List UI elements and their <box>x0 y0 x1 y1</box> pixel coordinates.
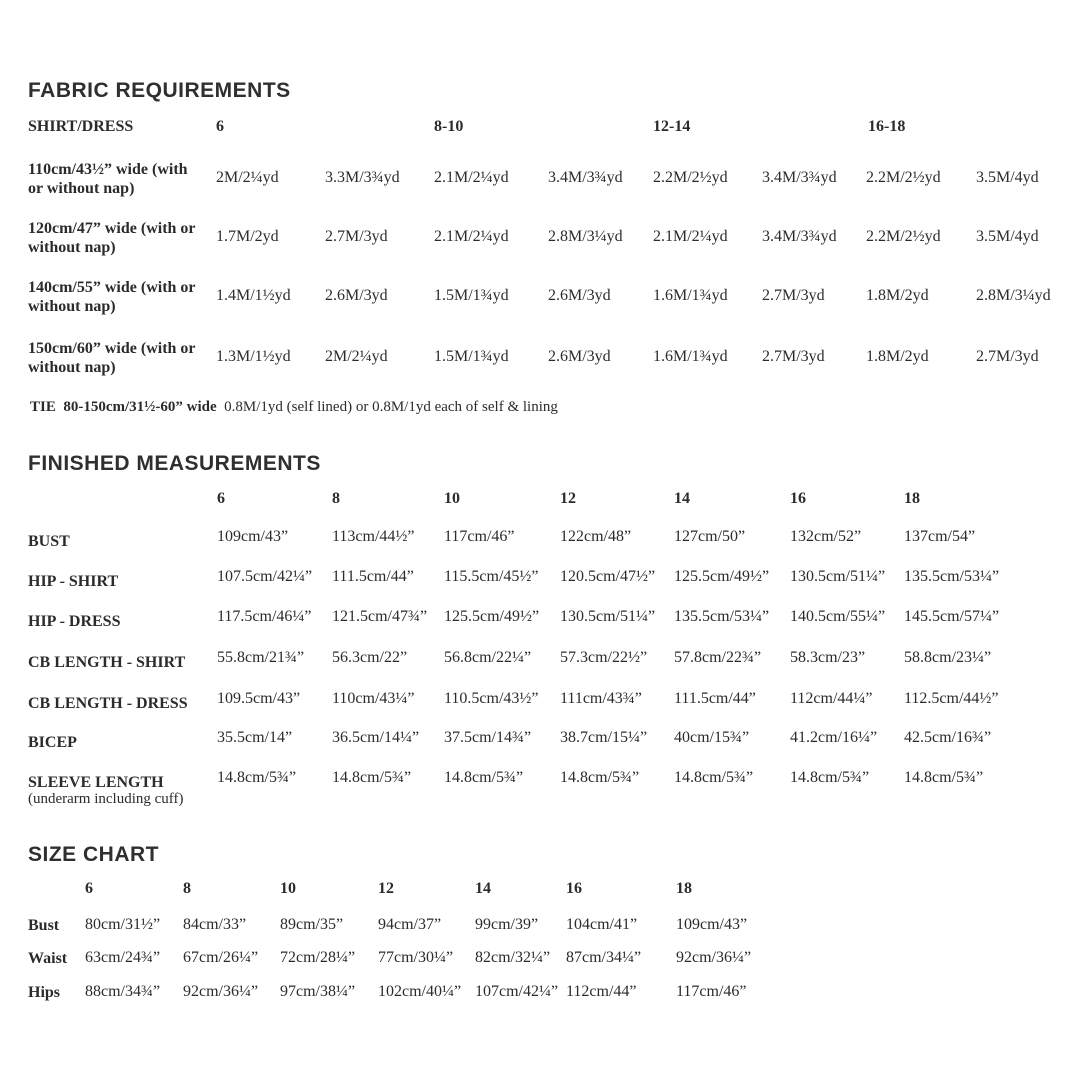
size-chart-cell: 97cm/38¼” <box>280 983 356 1000</box>
fabric-width-label: 120cm/47” wide (with or <box>28 220 196 237</box>
fabric-amount-cell: 3.5M/4yd <box>976 169 1039 186</box>
finished-measurement-cell: 14.8cm/5¾” <box>674 769 754 786</box>
finished-measurement-cell: 112.5cm/44½” <box>904 690 999 707</box>
fabric-amount-cell: 2.6M/3yd <box>548 348 611 365</box>
finished-measurement-cell: 56.3cm/22” <box>332 649 408 666</box>
fabric-header-label: SHIRT/DRESS <box>28 118 134 135</box>
finished-measurement-cell: 112cm/44¼” <box>790 690 873 707</box>
finished-measurement-cell: 125.5cm/49½” <box>444 608 540 625</box>
finished-measurement-cell: 109.5cm/43” <box>217 690 301 707</box>
finished-measurement-cell: 35.5cm/14” <box>217 729 293 746</box>
fabric-amount-cell: 2.7M/3yd <box>762 348 825 365</box>
tie-requirement <box>30 399 558 416</box>
finished-measurement-cell: 57.3cm/22½” <box>560 649 648 666</box>
finished-measurement-label: CB LENGTH - SHIRT <box>28 654 186 671</box>
fabric-amount-cell: 2M/2¼yd <box>325 348 388 365</box>
finished-measurement-cell: 110.5cm/43½” <box>444 690 539 707</box>
size-chart-cell: 102cm/40¼” <box>378 983 462 1000</box>
fabric-amount-cell: 1.6M/1¾yd <box>653 287 728 304</box>
size-chart-cell: 67cm/26¼” <box>183 949 259 966</box>
finished-measurement-cell: 58.8cm/23¼” <box>904 649 992 666</box>
finished-measurement-label: CB LENGTH - DRESS <box>28 695 188 712</box>
finished-measurement-cell: 58.3cm/23” <box>790 649 866 666</box>
size-chart-cell: 112cm/44” <box>566 983 637 1000</box>
size-chart-size-header: 16 <box>566 880 582 897</box>
finished-size-header: 6 <box>217 490 225 507</box>
finished-measurement-cell: 127cm/50” <box>674 528 746 545</box>
finished-measurement-cell: 145.5cm/57¼” <box>904 608 1000 625</box>
finished-measurement-cell: 107.5cm/42¼” <box>217 568 313 585</box>
finished-measurement-sublabel: (underarm including cuff) <box>28 791 184 807</box>
finished-measurement-cell: 130.5cm/51¼” <box>560 608 656 625</box>
finished-measurement-cell: 111.5cm/44” <box>674 690 756 707</box>
size-chart-cell: 109cm/43” <box>676 916 748 933</box>
fabric-amount-cell: 1.3M/1½yd <box>216 348 291 365</box>
finished-size-header: 14 <box>674 490 690 507</box>
size-chart-cell: 77cm/30¼” <box>378 949 454 966</box>
finished-measurement-cell: 14.8cm/5¾” <box>790 769 870 786</box>
finished-measurement-label: SLEEVE LENGTH <box>28 774 164 791</box>
finished-measurement-cell: 36.5cm/14¼” <box>332 729 420 746</box>
finished-measurement-cell: 111cm/43¾” <box>560 690 642 707</box>
size-chart-row-label: Waist <box>28 950 68 967</box>
size-chart-cell: 104cm/41” <box>566 916 638 933</box>
finished-measurement-cell: 55.8cm/21¾” <box>217 649 305 666</box>
finished-measurement-label: BUST <box>28 533 70 550</box>
finished-size-header: 8 <box>332 490 340 507</box>
size-chart-size-header: 8 <box>183 880 191 897</box>
size-chart-cell: 92cm/36¼” <box>676 949 752 966</box>
fabric-amount-cell: 1.7M/2yd <box>216 228 279 245</box>
tie-text: 0.8M/1yd (self lined) or 0.8M/1yd each of self & lining <box>224 399 558 415</box>
fabric-amount-cell: 3.5M/4yd <box>976 228 1039 245</box>
finished-measurement-cell: 125.5cm/49½” <box>674 568 770 585</box>
fabric-width-label: 140cm/55” wide (with or <box>28 279 196 296</box>
size-chart-size-header: 6 <box>85 880 93 897</box>
size-chart-size-header: 12 <box>378 880 394 897</box>
fabric-amount-cell: 1.6M/1¾yd <box>653 348 728 365</box>
fabric-amount-cell: 1.4M/1½yd <box>216 287 291 304</box>
fabric-size-header: 16-18 <box>868 118 906 135</box>
fabric-amount-cell: 2.1M/2¼yd <box>434 228 509 245</box>
fabric-size-header: 12-14 <box>653 118 691 135</box>
size-chart-cell: 117cm/46” <box>676 983 747 1000</box>
finished-measurement-label: BICEP <box>28 734 77 751</box>
fabric-amount-cell: 2.8M/3¼yd <box>976 287 1051 304</box>
size-chart-title: SIZE CHART <box>28 843 159 866</box>
fabric-amount-cell: 1.5M/1¾yd <box>434 348 509 365</box>
tie-label: TIE <box>30 399 56 415</box>
finished-measurement-cell: 111.5cm/44” <box>332 568 414 585</box>
finished-measurement-cell: 41.2cm/16¼” <box>790 729 878 746</box>
size-chart-cell: 63cm/24¾” <box>85 949 161 966</box>
fabric-amount-cell: 2.7M/3yd <box>976 348 1039 365</box>
finished-measurement-cell: 14.8cm/5¾” <box>217 769 297 786</box>
size-chart-cell: 88cm/34¾” <box>85 983 161 1000</box>
fabric-size-header: 8-10 <box>434 118 464 135</box>
fabric-amount-cell: 1.8M/2yd <box>866 348 929 365</box>
finished-measurement-cell: 42.5cm/16¾” <box>904 729 992 746</box>
fabric-amount-cell: 2.1M/2¼yd <box>434 169 509 186</box>
fabric-amount-cell: 2.8M/3¼yd <box>548 228 623 245</box>
fabric-amount-cell: 2.2M/2½yd <box>866 169 941 186</box>
fabric-amount-cell: 1.5M/1¾yd <box>434 287 509 304</box>
fabric-amount-cell: 3.4M/3¾yd <box>762 228 837 245</box>
finished-size-header: 16 <box>790 490 806 507</box>
finished-measurement-cell: 132cm/52” <box>790 528 862 545</box>
size-chart-cell: 87cm/34¼” <box>566 949 642 966</box>
size-chart-cell: 92cm/36¼” <box>183 983 259 1000</box>
finished-measurement-cell: 117.5cm/46¼” <box>217 608 312 625</box>
size-chart-cell: 80cm/31½” <box>85 916 161 933</box>
finished-measurement-cell: 14.8cm/5¾” <box>560 769 640 786</box>
fabric-amount-cell: 3.3M/3¾yd <box>325 169 400 186</box>
finished-measurement-cell: 117cm/46” <box>444 528 515 545</box>
fabric-amount-cell: 2.6M/3yd <box>325 287 388 304</box>
fabric-amount-cell: 2.2M/2½yd <box>653 169 728 186</box>
fabric-amount-cell: 2M/2¼yd <box>216 169 279 186</box>
finished-measurement-cell: 135.5cm/53¼” <box>904 568 1000 585</box>
finished-size-header: 12 <box>560 490 576 507</box>
finished-measurement-label: HIP - DRESS <box>28 613 121 630</box>
finished-measurement-cell: 14.8cm/5¾” <box>444 769 524 786</box>
finished-measurement-cell: 57.8cm/22¾” <box>674 649 762 666</box>
finished-measurement-cell: 140.5cm/55¼” <box>790 608 886 625</box>
fabric-amount-cell: 2.2M/2½yd <box>866 228 941 245</box>
size-chart-row-label: Hips <box>28 984 61 1001</box>
size-chart-cell: 72cm/28¼” <box>280 949 356 966</box>
fabric-amount-cell: 2.7M/3yd <box>325 228 388 245</box>
fabric-width-label: 110cm/43½” wide (with <box>28 161 188 178</box>
fabric-size-header: 6 <box>216 118 224 135</box>
finished-size-header: 10 <box>444 490 460 507</box>
fabric-amount-cell: 2.6M/3yd <box>548 287 611 304</box>
tie-width: 80-150cm/31½-60” wide <box>63 399 217 415</box>
fabric-requirements-title: FABRIC REQUIREMENTS <box>28 79 291 102</box>
finished-measurement-cell: 130.5cm/51¼” <box>790 568 886 585</box>
finished-measurement-cell: 135.5cm/53¼” <box>674 608 770 625</box>
fabric-width-label-cont: or without nap) <box>28 180 135 197</box>
size-chart-cell: 107cm/42¼” <box>475 983 559 1000</box>
fabric-width-label-cont: without nap) <box>28 239 116 256</box>
finished-measurement-cell: 115.5cm/45½” <box>444 568 539 585</box>
finished-measurement-cell: 122cm/48” <box>560 528 632 545</box>
size-chart-cell: 89cm/35” <box>280 916 344 933</box>
size-chart-size-header: 18 <box>676 880 692 897</box>
fabric-amount-cell: 2.1M/2¼yd <box>653 228 728 245</box>
finished-measurement-cell: 137cm/54” <box>904 528 976 545</box>
size-chart-size-header: 10 <box>280 880 296 897</box>
size-chart-cell: 84cm/33” <box>183 916 247 933</box>
finished-measurement-cell: 14.8cm/5¾” <box>332 769 412 786</box>
fabric-amount-cell: 3.4M/3¾yd <box>762 169 837 186</box>
finished-measurement-cell: 121.5cm/47¾” <box>332 608 428 625</box>
size-chart-cell: 82cm/32¼” <box>475 949 551 966</box>
finished-size-header: 18 <box>904 490 920 507</box>
fabric-width-label: 150cm/60” wide (with or <box>28 340 196 357</box>
finished-measurement-cell: 38.7cm/15¼” <box>560 729 648 746</box>
fabric-amount-cell: 1.8M/2yd <box>866 287 929 304</box>
finished-measurement-cell: 40cm/15¾” <box>674 729 750 746</box>
finished-measurement-cell: 120.5cm/47½” <box>560 568 656 585</box>
finished-measurement-label: HIP - SHIRT <box>28 573 119 590</box>
finished-measurement-cell: 113cm/44½” <box>332 528 415 545</box>
fabric-width-label-cont: without nap) <box>28 298 116 315</box>
finished-measurement-cell: 110cm/43¼” <box>332 690 415 707</box>
size-chart-cell: 99cm/39” <box>475 916 539 933</box>
size-chart-row-label: Bust <box>28 917 60 934</box>
fabric-amount-cell: 2.7M/3yd <box>762 287 825 304</box>
finished-measurement-cell: 109cm/43” <box>217 528 289 545</box>
size-chart-cell: 94cm/37” <box>378 916 442 933</box>
finished-measurement-cell: 56.8cm/22¼” <box>444 649 532 666</box>
finished-measurements-title: FINISHED MEASUREMENTS <box>28 452 321 475</box>
fabric-amount-cell: 3.4M/3¾yd <box>548 169 623 186</box>
finished-measurement-cell: 37.5cm/14¾” <box>444 729 532 746</box>
fabric-width-label-cont: without nap) <box>28 359 116 376</box>
size-chart-size-header: 14 <box>475 880 491 897</box>
finished-measurement-cell: 14.8cm/5¾” <box>904 769 984 786</box>
